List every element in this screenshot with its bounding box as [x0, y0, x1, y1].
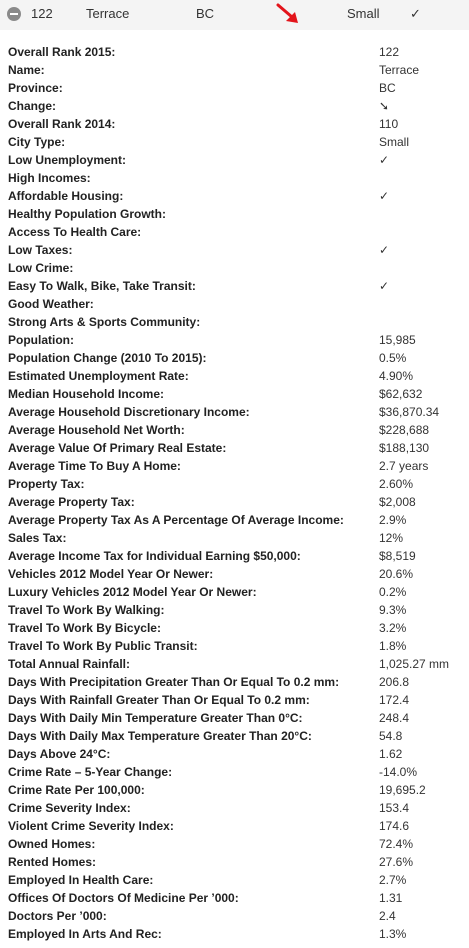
detail-value: 153.4 [379, 801, 410, 815]
detail-value: 0.5% [379, 351, 407, 365]
detail-value: -14.0% [379, 765, 418, 779]
detail-label: Access To Health Care: [8, 225, 142, 239]
detail-row [8, 439, 463, 457]
detail-row [8, 295, 463, 313]
detail-row [8, 655, 463, 673]
detail-label: Healthy Population Growth: [8, 207, 166, 221]
detail-label: Days With Rainfall Greater Than Or Equal To 0.2 mm: [8, 693, 310, 707]
detail-label: Crime Severity Index: [8, 801, 131, 815]
detail-label: Travel To Work By Public Transit: [8, 639, 198, 653]
arrow-down-right-icon [275, 2, 301, 26]
detail-label: Property Tax: [8, 477, 85, 491]
rank-change-down-arrow-icon [275, 2, 301, 29]
detail-label: Good Weather: [8, 297, 94, 311]
detail-value: 15,985 [379, 333, 416, 347]
detail-label: Crime Rate Per 100,000: [8, 783, 145, 797]
detail-label: Population: [8, 333, 74, 347]
collapse-minus-icon[interactable] [7, 7, 21, 21]
detail-row [8, 313, 463, 331]
detail-value: 2.4 [379, 909, 396, 923]
detail-value: 2.7 years [379, 459, 429, 473]
detail-label: City Type: [8, 135, 66, 149]
detail-value: 3.2% [379, 621, 407, 635]
summary-rank: 122 [31, 6, 53, 21]
detail-row [8, 529, 463, 547]
detail-row [8, 79, 463, 97]
detail-value: 0.2% [379, 585, 407, 599]
detail-row [8, 493, 463, 511]
detail-value: 54.8 [379, 729, 403, 743]
detail-value: ✓ [379, 243, 390, 257]
detail-value: 174.6 [379, 819, 410, 833]
detail-value: 12% [379, 531, 404, 545]
detail-label: Offices Of Doctors Of Medicine Per ’000: [8, 891, 239, 905]
detail-label: Population Change (2010 To 2015): [8, 351, 207, 365]
detail-value: $8,519 [379, 549, 416, 563]
detail-value: 1,025.27 mm [379, 657, 450, 671]
detail-label: Easy To Walk, Bike, Take Transit: [8, 279, 196, 293]
detail-label: Sales Tax: [8, 531, 67, 545]
detail-row [8, 853, 463, 871]
detail-row [8, 223, 463, 241]
detail-row [8, 403, 463, 421]
detail-value: ✓ [379, 279, 390, 293]
detail-label: Median Household Income: [8, 387, 165, 401]
detail-value: 1.8% [379, 639, 407, 653]
detail-row [8, 241, 463, 259]
detail-row [8, 511, 463, 529]
detail-row [8, 421, 463, 439]
detail-row [8, 349, 463, 367]
detail-row [8, 691, 463, 709]
detail-row [8, 565, 463, 583]
detail-label: Doctors Per ’000: [8, 909, 107, 923]
summary-province: BC [196, 6, 215, 21]
summary-check-icon: ✓ [410, 6, 421, 21]
detail-label: Employed In Health Care: [8, 873, 154, 887]
summary-city-name: Terrace [86, 6, 130, 21]
detail-row [8, 871, 463, 889]
detail-label: Crime Rate – 5-Year Change: [8, 765, 173, 779]
detail-row [8, 781, 463, 799]
detail-row [8, 745, 463, 763]
detail-row [8, 835, 463, 853]
detail-row [8, 133, 463, 151]
detail-row [8, 547, 463, 565]
detail-value: ➘ [379, 99, 390, 113]
detail-label: Strong Arts & Sports Community: [8, 315, 201, 329]
detail-label: Owned Homes: [8, 837, 96, 851]
detail-value: 1.3% [379, 927, 407, 941]
detail-value: 172.4 [379, 693, 410, 707]
detail-row [8, 907, 463, 925]
detail-value: 2.9% [379, 513, 407, 527]
detail-row [8, 259, 463, 277]
detail-label: Province: [8, 81, 63, 95]
detail-value: 2.60% [379, 477, 414, 491]
detail-value: 20.6% [379, 567, 414, 581]
detail-row [8, 475, 463, 493]
detail-label: Average Value Of Primary Real Estate: [8, 441, 227, 455]
detail-label: Travel To Work By Walking: [8, 603, 165, 617]
detail-label: Days With Daily Max Temperature Greater Than 20°C: [8, 729, 312, 743]
detail-label: Luxury Vehicles 2012 Model Year Or Newer: [8, 585, 257, 599]
city-summary-row[interactable] [0, 0, 469, 30]
detail-value: $62,632 [379, 387, 423, 401]
detail-label: Low Crime: [8, 261, 74, 275]
detail-label: Violent Crime Severity Index: [8, 819, 174, 833]
detail-value: 4.90% [379, 369, 414, 383]
detail-value: 2.7% [379, 873, 407, 887]
detail-row [8, 727, 463, 745]
detail-value: 206.8 [379, 675, 410, 689]
detail-value: 9.3% [379, 603, 407, 617]
detail-row [8, 205, 463, 223]
detail-label: Overall Rank 2014: [8, 117, 116, 131]
detail-value: $228,688 [379, 423, 430, 437]
detail-label: Name: [8, 63, 45, 77]
detail-row [8, 43, 463, 61]
detail-row [8, 601, 463, 619]
detail-label: Average Property Tax: [8, 495, 135, 509]
detail-label: Vehicles 2012 Model Year Or Newer: [8, 567, 214, 581]
detail-row [8, 277, 463, 295]
detail-row [8, 331, 463, 349]
detail-row [8, 637, 463, 655]
detail-value: ✓ [379, 189, 390, 203]
detail-label: Days Above 24°C: [8, 747, 111, 761]
detail-value: $188,130 [379, 441, 430, 455]
detail-row [8, 187, 463, 205]
detail-value: Small [379, 135, 410, 149]
detail-row [8, 709, 463, 727]
detail-label: Average Time To Buy A Home: [8, 459, 181, 473]
detail-label: Affordable Housing: [8, 189, 124, 203]
detail-row [8, 385, 463, 403]
detail-label: Rented Homes: [8, 855, 97, 869]
detail-row [8, 583, 463, 601]
detail-row [8, 619, 463, 637]
detail-value: $36,870.34 [379, 405, 440, 419]
detail-label: Average Household Net Worth: [8, 423, 185, 437]
detail-label: Average Income Tax for Individual Earning $50,000: [8, 549, 301, 563]
detail-row [8, 61, 463, 79]
detail-label: Employed In Arts And Rec: [8, 927, 162, 941]
detail-value: 1.62 [379, 747, 403, 761]
detail-label: Total Annual Rainfall: [8, 657, 130, 671]
detail-value: 110 [379, 117, 399, 131]
city-details-list [8, 43, 463, 943]
detail-row [8, 169, 463, 187]
detail-row [8, 763, 463, 781]
detail-label: Days With Precipitation Greater Than Or Equal To 0.2 mm: [8, 675, 340, 689]
detail-label: Change: [8, 99, 56, 113]
detail-row [8, 367, 463, 385]
detail-label: High Incomes: [8, 171, 91, 185]
detail-label: Low Taxes: [8, 243, 73, 257]
detail-value: BC [379, 81, 396, 95]
detail-row [8, 799, 463, 817]
detail-row [8, 151, 463, 169]
detail-row [8, 457, 463, 475]
detail-label: Days With Daily Min Temperature Greater Than 0°C: [8, 711, 303, 725]
detail-row [8, 817, 463, 835]
detail-value: 19,695.2 [379, 783, 426, 797]
detail-value: 72.4% [379, 837, 414, 851]
detail-value: $2,008 [379, 495, 416, 509]
detail-value: 27.6% [379, 855, 414, 869]
detail-row [8, 115, 463, 133]
detail-label: Travel To Work By Bicycle: [8, 621, 161, 635]
detail-value: 248.4 [379, 711, 410, 725]
detail-row [8, 889, 463, 907]
detail-label: Average Property Tax As A Percentage Of Average Income: [8, 513, 344, 527]
detail-label: Estimated Unemployment Rate: [8, 369, 189, 383]
detail-label: Average Household Discretionary Income: [8, 405, 250, 419]
detail-row [8, 673, 463, 691]
detail-value: Terrace [379, 63, 420, 77]
detail-row [8, 925, 463, 943]
detail-value: ✓ [379, 153, 390, 167]
detail-value: 122 [379, 45, 400, 59]
detail-value: 1.31 [379, 891, 403, 905]
detail-label: Low Unemployment: [8, 153, 127, 167]
detail-label: Overall Rank 2015: [8, 45, 116, 59]
summary-city-type: Small [347, 6, 380, 21]
detail-row [8, 97, 463, 115]
